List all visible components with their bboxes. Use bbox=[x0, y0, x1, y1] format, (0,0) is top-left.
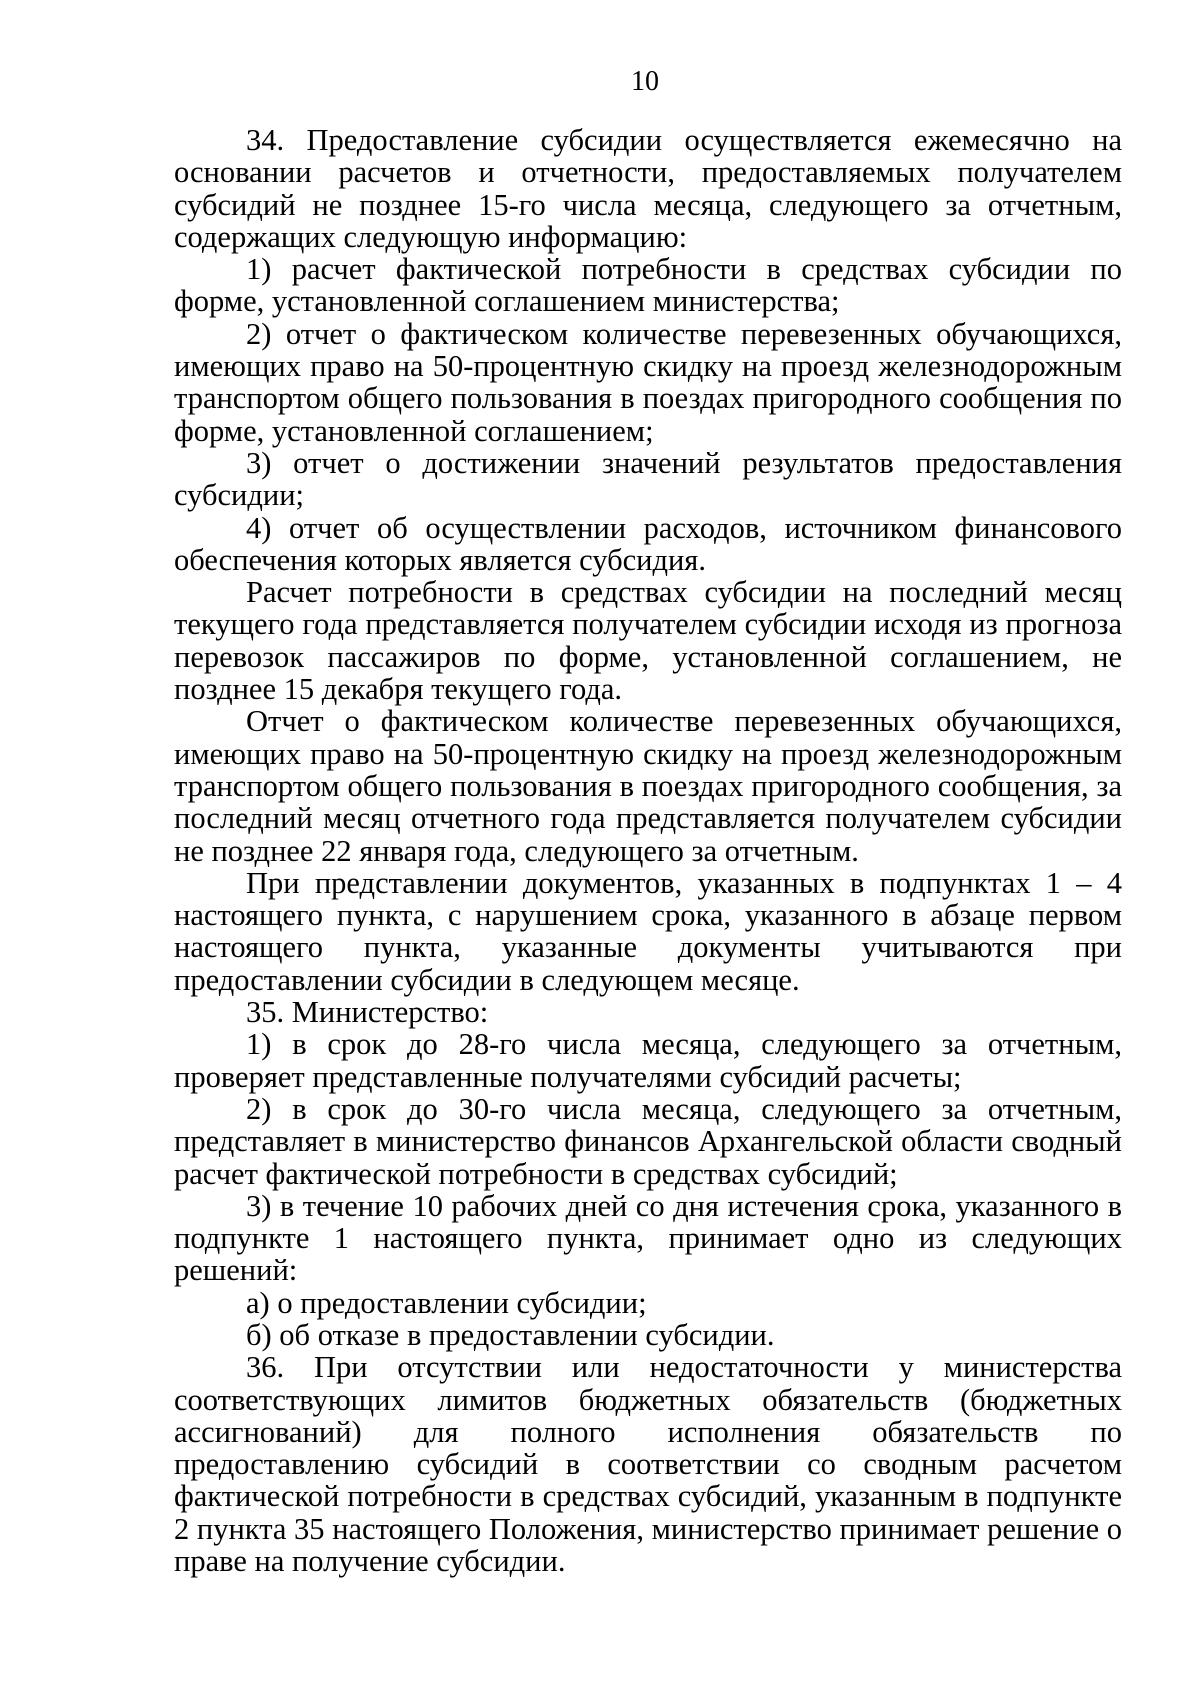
paragraph-34-item-2: 2) отчет о фактическом количестве перевезенных обучающихся, имеющих право на 50-процентную скидку на проезд железнодорожным транспортом общего пользования в поездах пригородного сообщения по форме, установленной соглашением; bbox=[174, 316, 1122, 448]
page-number: 10 bbox=[631, 66, 659, 97]
paragraph-34-late-submission: При представлении документов, указанных в подпунктах 1 – 4 настоящего пункта, с нарушением срока, указанного в абзаце первом настоящего пункта, указанные документы учитываются при предоставлении субсидии в следующем месяце. bbox=[174, 865, 1122, 997]
paragraph-34-intro: 34. Предоставление субсидии осуществляется ежемесячно на основании расчетов и отчетности, предоставляемых получателем субсидий не позднее 15-го числа месяца, следующего за отчетным, содержащих следующую информацию: bbox=[174, 123, 1122, 254]
paragraph-35-decision-b: б) об отказе в предоставлении субсидии. bbox=[246, 1317, 775, 1352]
paragraph-34-item-4: 4) отчет об осуществлении расходов, источником финансового обеспечения которых является субсидия. bbox=[174, 510, 1122, 577]
paragraph-35-decision-a: а) о предоставлении субсидии; bbox=[246, 1285, 647, 1320]
paragraph-34-item-1: 1) расчет фактической потребности в средствах субсидии по форме, установленной соглашением министерства; bbox=[174, 252, 1122, 319]
paragraph-34-item-3: 3) отчет о достижении значений результатов предоставления субсидии; bbox=[174, 445, 1122, 513]
paragraph-35-heading: 35. Министерство: bbox=[246, 995, 489, 1030]
paragraph-35-item-1: 1) в срок до 28-го числа месяца, следующего за отчетным, проверяет представленные получателями субсидий расчеты; bbox=[174, 1027, 1122, 1094]
paragraph-35-item-3: 3) в течение 10 рабочих дней со дня истечения срока, указанного в подпункте 1 настоящего пункта, принимает одно из следующих решений: bbox=[174, 1188, 1122, 1288]
paragraph-36: 36. При отсутствии или недостаточности у министерства соответствующих лимитов бюджетных обязательств (бюджетных ассигнований) для полного исполнения обязательств по предоставлению субсидий в соответствии со сводным расчетом фактической потребности в средствах субсидий, указанным в подпункте 2 пункта 35 настоящего Положения, министерство принимает решение о праве на получение субсидии. bbox=[174, 1350, 1122, 1579]
paragraph-35-item-2: 2) в срок до 30-го числа месяца, следующего за отчетным, представляет в министерство финансов Архангельской области сводный расчет фактической потребности в средствах субсидий; bbox=[174, 1091, 1122, 1191]
paragraph-34-last-month-calc: Расчет потребности в средствах субсидии на последний месяц текущего года представляется получателем субсидии исходя из прогноза перевозок пассажиров по форме, установленной соглашением, не позднее 15 декабря текущего года. bbox=[174, 575, 1122, 707]
document-body bbox=[174, 124, 1122, 1577]
paragraph-34-last-month-report: Отчет о фактическом количестве перевезенных обучающихся, имеющих право на 50-процентную скидку на проезд железнодорожным транспортом общего пользования в поездах пригородного сообщения, за последний месяц отчетного года представляется получателем субсидии не позднее 22 января года, следующего за отчетным. bbox=[174, 704, 1122, 868]
